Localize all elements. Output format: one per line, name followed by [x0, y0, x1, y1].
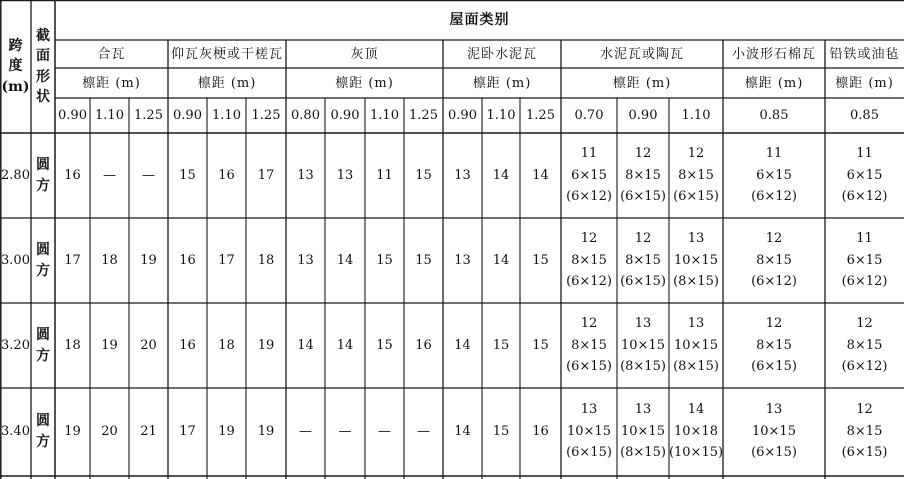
table-cell: 14 [336, 253, 354, 268]
table-cell-stacked-line: 11 [856, 231, 873, 247]
table-cell-stacked-line: 6×15 [846, 252, 883, 268]
spacing-value: 0.85 [850, 108, 879, 123]
table-cell: 20 [101, 424, 118, 439]
table-cell-stacked-line: 13 [765, 402, 783, 418]
spacing-value: 1.10 [370, 108, 399, 123]
spacing-value: 1.25 [134, 108, 163, 123]
table-cell-stacked-line: (10×15) [669, 445, 723, 461]
purlin-spacing-label: 檩距 (m) [197, 75, 257, 91]
section-shape-header-line: 截 [36, 27, 50, 44]
table-cell: 14 [336, 338, 354, 353]
shape-label-line: 方 [36, 433, 50, 450]
table-cell-stacked-line: 8×15 [756, 252, 792, 268]
table-cell-stacked-line: 10×15 [752, 423, 796, 439]
table-cell-stacked-line: 10×15 [621, 337, 665, 353]
table-cell: 15 [492, 338, 510, 353]
shape-label-line: 圆 [36, 242, 50, 259]
table-cell: 15 [179, 168, 196, 183]
table-cell-stacked-line: 8×15 [625, 252, 661, 268]
table-cell-stacked-line: (6×12) [751, 189, 797, 205]
table-cell-stacked-line: 6×15 [756, 167, 792, 183]
table-cell: 15 [376, 253, 393, 268]
shape-label [31, 218, 55, 303]
table-cell-stacked [825, 303, 904, 388]
table-cell-stacked-line: (6×15) [566, 359, 612, 375]
table-cell-stacked-line: 8×15 [678, 167, 714, 183]
table-cell-stacked-line: 8×15 [846, 337, 883, 353]
table-cell: 18 [64, 338, 81, 353]
table-cell-stacked [669, 388, 723, 475]
table-cell: 14 [454, 424, 471, 439]
purlin-spacing-label: 檩距 (m) [335, 75, 394, 91]
table-cell-stacked-line: (6×15) [673, 189, 719, 205]
shape-label-line: 方 [36, 347, 50, 364]
table-cell: 16 [218, 168, 235, 183]
table-cell-stacked-line: 12 [687, 146, 705, 162]
table-cell: 16 [64, 168, 81, 183]
table-cell: 14 [532, 168, 549, 183]
table-cell-stacked [561, 218, 617, 303]
table-cell: 18 [101, 253, 118, 268]
roof-type-header: 灰顶 [350, 46, 379, 62]
table-cell-stacked-line: 12 [580, 231, 598, 247]
shape-label [31, 303, 55, 388]
table-cell-stacked-line: (6×12) [841, 359, 888, 375]
spacing-value: 0.90 [58, 108, 87, 123]
table-cell-stacked-line: 12 [634, 146, 652, 162]
table-cell-stacked [669, 133, 723, 218]
shape-label-line: 方 [36, 262, 50, 279]
table-cell: 15 [376, 338, 393, 353]
shape-label-line: 圆 [36, 413, 50, 430]
span-header-line: 跨 [8, 38, 23, 55]
table-cell-stacked-line: (6×15) [751, 359, 797, 375]
table-cell: 13 [297, 168, 314, 183]
table-cell-stacked [723, 133, 825, 218]
table-cell: 11 [376, 168, 393, 183]
table-cell-stacked-line: (6×12) [566, 274, 612, 290]
table-cell-stacked-line: 13 [687, 231, 705, 247]
purlin-spacing-label: 檩距 (m) [82, 75, 141, 91]
table-cell: — [338, 424, 352, 439]
table-cell-stacked [723, 218, 825, 303]
roof-type-header: 铅铁或油毡 [829, 46, 900, 62]
table-cell: 14 [454, 338, 471, 353]
spacing-value: 0.90 [330, 108, 360, 123]
section-shape-header-line: 面 [36, 48, 50, 65]
spacing-value: 0.90 [173, 108, 202, 123]
table-cell-stacked-line: 10×15 [674, 337, 718, 353]
section-shape-header-line: 状 [36, 88, 50, 105]
table-cell-stacked-line: (8×15) [673, 359, 719, 375]
shape-label [31, 133, 55, 218]
spacing-value: 0.70 [574, 108, 604, 123]
table-cell-stacked-line: 10×15 [674, 252, 718, 268]
shape-label [31, 388, 55, 475]
table-cell-stacked [825, 133, 904, 218]
spacing-value: 1.10 [95, 108, 124, 123]
table-cell-stacked [825, 218, 904, 303]
table-cell-stacked-line: (6×12) [841, 189, 888, 205]
table-cell-stacked [617, 218, 669, 303]
table-cell: 14 [492, 253, 510, 268]
table-cell-stacked-line: 12 [765, 316, 783, 332]
table-cell-stacked-line: 12 [856, 316, 873, 332]
table-cell-stacked-line: 13 [634, 402, 652, 418]
table-cell: 16 [532, 424, 549, 439]
table-cell-stacked [669, 303, 723, 388]
table-cell: 14 [492, 168, 510, 183]
table-cell-stacked-line: 12 [765, 231, 783, 247]
shape-label-line: 方 [36, 177, 50, 194]
table-cell: 19 [64, 424, 81, 439]
table-cell-stacked-line: 14 [687, 402, 705, 418]
table-cell: 15 [415, 253, 432, 268]
table-cell-stacked-line: 6×15 [571, 167, 607, 183]
table-cell-stacked-line: 11 [856, 146, 873, 162]
spacing-value: 1.25 [409, 108, 438, 123]
table-cell-stacked [825, 388, 904, 475]
table-cell-stacked [669, 218, 723, 303]
table-cell-stacked-line: (8×15) [673, 274, 719, 290]
roof-type-header: 泥卧水泥瓦 [466, 46, 537, 62]
table-cell-stacked [561, 303, 617, 388]
roof-type-header: 仰瓦灰梗或干槎瓦 [170, 46, 283, 62]
table-cell-stacked [561, 133, 617, 218]
roof-type-header: 小波形石棉瓦 [731, 46, 816, 62]
table-cell-stacked-line: (8×15) [620, 359, 666, 375]
table-cell: 13 [454, 168, 471, 183]
table-cell-stacked-line: (8×15) [620, 445, 666, 461]
table-cell-stacked-line: 13 [580, 402, 598, 418]
table-cell-stacked-line: 12 [634, 231, 652, 247]
span-value: 3.00 [1, 253, 30, 268]
table-cell: — [103, 168, 116, 183]
table-cell-stacked [617, 388, 669, 475]
spacing-value: 1.10 [212, 108, 241, 123]
section-shape-header-line: 形 [36, 68, 50, 85]
table-cell: 19 [101, 338, 118, 353]
table-cell-stacked-line: (6×12) [751, 274, 797, 290]
span-header-line: 度 [8, 58, 23, 75]
spacing-value: 0.80 [291, 108, 320, 123]
table-cell-stacked-line: 10×15 [621, 423, 665, 439]
table-cell: 17 [179, 424, 196, 439]
table-cell: 14 [297, 338, 314, 353]
table-cell-stacked-line: 11 [765, 146, 783, 162]
roof-type-header: 合瓦 [97, 46, 126, 62]
table-cell: 18 [257, 253, 275, 268]
table-cell-stacked [561, 388, 617, 475]
table-cell: 20 [140, 338, 157, 353]
table-cell: 13 [336, 168, 354, 183]
roof-type-header: 水泥瓦或陶瓦 [599, 46, 684, 62]
table-cell-stacked-line: 8×15 [625, 167, 661, 183]
spacing-value: 1.10 [681, 108, 711, 123]
table-cell-stacked-line: 13 [634, 316, 652, 332]
table-cell: 19 [218, 424, 235, 439]
spacing-value: 1.10 [486, 108, 516, 123]
span-value: 3.40 [1, 424, 30, 439]
table-cell-stacked-line: 8×15 [756, 337, 792, 353]
span-value: 2.80 [1, 168, 30, 183]
table-cell: 16 [179, 338, 196, 353]
spacing-value: 1.25 [526, 108, 555, 123]
span-header-line: (m) [1, 78, 30, 95]
spacing-value: 0.90 [628, 108, 658, 123]
table-cell: 17 [257, 168, 275, 183]
table-cell: 13 [297, 253, 314, 268]
table-cell-stacked-line: 6×15 [846, 167, 883, 183]
table-cell-stacked-line: 13 [687, 316, 705, 332]
spacing-value: 1.25 [251, 108, 281, 123]
table-cell: 13 [454, 253, 471, 268]
table-cell-stacked-line: (6×15) [566, 445, 612, 461]
spacing-value: 0.90 [448, 108, 477, 123]
table-cell-stacked [617, 303, 669, 388]
table-cell: — [417, 424, 430, 439]
table-cell: 15 [492, 424, 510, 439]
table-cell-stacked-line: (6×15) [841, 445, 888, 461]
table-cell: 17 [64, 253, 81, 268]
table-cell: 16 [415, 338, 432, 353]
purlin-spacing-label: 檩距 (m) [744, 75, 804, 91]
purlin-spacing-label: 檩距 (m) [835, 75, 894, 91]
table-cell: 18 [218, 338, 235, 353]
table-cell-stacked-line: (6×12) [841, 274, 888, 290]
purlin-spacing-label: 檩距 (m) [612, 75, 672, 91]
table-cell: 15 [415, 168, 432, 183]
table-cell-stacked-line: 8×15 [846, 423, 883, 439]
table-cell: 19 [140, 253, 157, 268]
table-cell: 21 [140, 424, 157, 439]
table-cell: 15 [532, 253, 549, 268]
spacing-value: 0.85 [759, 108, 789, 123]
table-cell: — [299, 424, 312, 439]
span-value: 3.20 [1, 338, 30, 353]
table-cell-stacked-line: 12 [856, 402, 873, 418]
table-cell: 15 [532, 338, 549, 353]
table-cell-stacked-line: 8×15 [571, 252, 607, 268]
section-shape-header [31, 0, 55, 133]
table-cell-stacked-line: (6×15) [620, 274, 666, 290]
table-cell-stacked-line: 10×15 [567, 423, 611, 439]
table-cell-stacked-line: 12 [580, 316, 598, 332]
table-cell: 19 [257, 338, 275, 353]
table-cell-stacked [723, 388, 825, 475]
shape-label-line: 圆 [36, 327, 50, 344]
table-cell-stacked [617, 133, 669, 218]
table-cell-stacked [723, 303, 825, 388]
table-cell-stacked-line: (6×12) [566, 189, 612, 205]
table-cell-stacked-line: 8×15 [571, 337, 607, 353]
table-cell-stacked-line: (6×15) [620, 189, 666, 205]
table-cell-stacked-line: 10×18 [674, 423, 718, 439]
table-cell: — [378, 424, 391, 439]
purlin-spacing-label: 檩距 (m) [472, 75, 532, 91]
span-header [0, 0, 31, 133]
table-cell: 19 [257, 424, 275, 439]
table-cell: 17 [218, 253, 235, 268]
table-cell-stacked-line: (6×15) [751, 445, 797, 461]
table-cell: 16 [179, 253, 196, 268]
roof-category-header: 屋面类别 [449, 12, 510, 28]
shape-label-line: 圆 [36, 157, 50, 174]
table-cell: — [142, 168, 155, 183]
table-cell-stacked-line: 11 [580, 146, 598, 162]
